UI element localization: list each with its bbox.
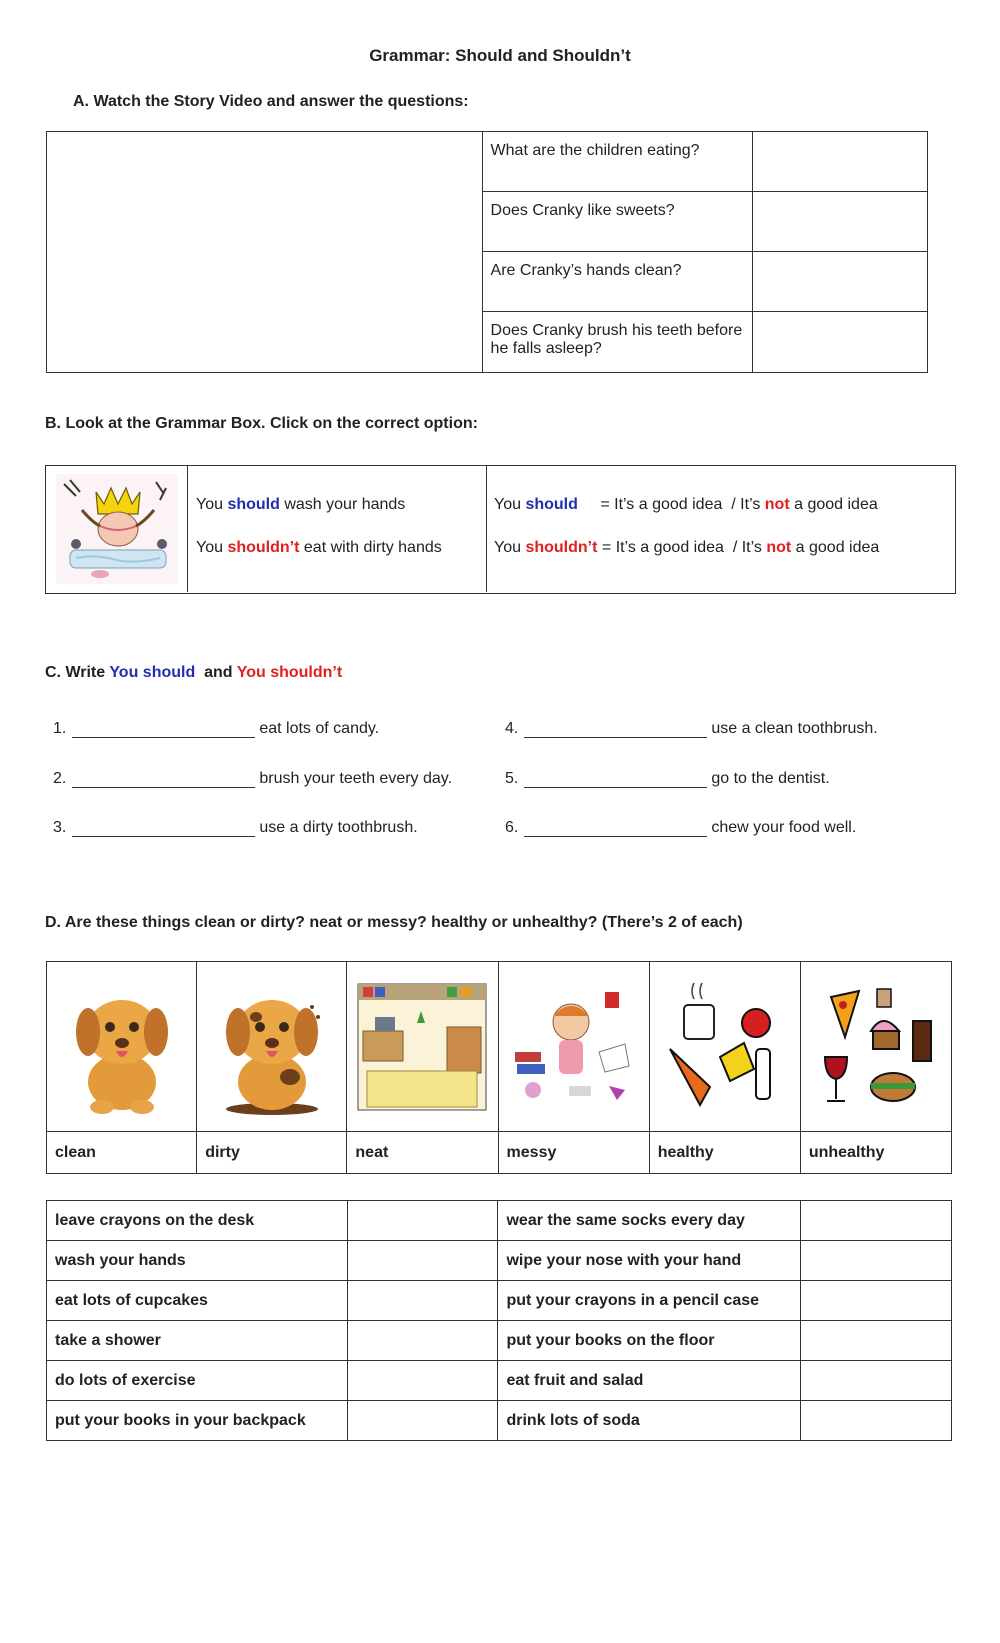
answer-cell[interactable] — [347, 1281, 498, 1321]
table-row — [47, 1321, 952, 1361]
section-a-heading: A. Watch the Story Video and answer the questions: — [73, 93, 469, 110]
shouldnt-word: shouldn’t — [227, 539, 300, 556]
label-healthy: healthy — [657, 1143, 714, 1161]
picture-cell — [347, 962, 498, 1132]
page-title: Grammar: Should and Shouldn’t — [369, 46, 631, 65]
item-text: put your books on the floor — [506, 1331, 715, 1349]
label-cell — [498, 1132, 649, 1174]
item-number: 2. — [53, 770, 67, 787]
section-a-table — [46, 131, 928, 373]
answer-cell[interactable] — [347, 1321, 498, 1361]
question-cell — [482, 312, 753, 373]
item-text: brush your teeth every day. — [259, 770, 453, 787]
item-text: wear the same socks every day — [506, 1211, 745, 1229]
a-good-idea-text: a good idea — [794, 496, 878, 513]
answer-cell[interactable] — [801, 1281, 952, 1321]
exercise-item — [53, 819, 418, 837]
neat-room-image — [357, 983, 487, 1111]
item-text: wash your hands — [55, 1251, 186, 1269]
should-word: should — [525, 496, 578, 513]
answer-cell[interactable] — [347, 1401, 498, 1441]
you-text: You — [196, 496, 223, 513]
exercise-item — [505, 720, 878, 738]
item-text: drink lots of soda — [506, 1411, 640, 1429]
section-d-heading: D. Are these things clean or dirty? neat or messy? healthy or unhealthy? (There’s 2 of each) — [45, 914, 743, 931]
equals-sign: = — [601, 539, 612, 556]
label-neat: neat — [355, 1143, 389, 1161]
answer-cell[interactable] — [753, 132, 928, 192]
picture-cell — [649, 962, 800, 1132]
clean-puppy-image — [62, 977, 182, 1117]
you-text: You — [494, 539, 521, 556]
example-should — [196, 496, 405, 514]
item-cell — [47, 1281, 348, 1321]
item-text: use a dirty toothbrush. — [259, 819, 418, 836]
label-cell — [800, 1132, 951, 1174]
question-text: Does Cranky like sweets? — [490, 202, 675, 219]
answer-cell[interactable] — [347, 1241, 498, 1281]
question-text: What are the children eating? — [490, 142, 700, 159]
table-row — [47, 1361, 952, 1401]
heading-should: You should — [109, 664, 196, 681]
answer-cell[interactable] — [801, 1401, 952, 1441]
question-cell — [482, 192, 753, 252]
grammar-box — [45, 465, 956, 594]
table-row — [47, 1401, 952, 1441]
item-cell — [47, 1401, 348, 1441]
item-cell — [498, 1241, 801, 1281]
item-cell — [47, 1361, 348, 1401]
item-number: 4. — [505, 720, 519, 737]
answer-cell[interactable] — [801, 1241, 952, 1281]
label-cell — [347, 1132, 498, 1174]
picture-cell — [498, 962, 649, 1132]
picture-cell — [47, 962, 197, 1132]
item-text: eat lots of candy. — [259, 720, 380, 737]
answer-cell[interactable] — [753, 312, 928, 373]
exercise-item — [505, 819, 856, 837]
item-cell — [498, 1201, 801, 1241]
cranky-picture-cell — [46, 466, 188, 592]
label-cell — [197, 1132, 347, 1174]
messy-room-image — [509, 982, 639, 1112]
table-row — [47, 1201, 952, 1241]
you-text: You — [196, 539, 223, 556]
answer-blank[interactable] — [72, 820, 255, 837]
slash: / — [732, 539, 738, 556]
section-c-heading — [45, 664, 342, 682]
table-row — [47, 1241, 952, 1281]
option-not-good-idea[interactable] — [740, 496, 878, 513]
not-word: not — [764, 496, 790, 513]
example-text: wash your hands — [284, 496, 406, 513]
question-text: Are Cranky’s hands clean? — [490, 262, 682, 279]
item-number: 3. — [53, 819, 67, 836]
section-b-heading: B. Look at the Grammar Box. Click on the correct option: — [45, 415, 478, 432]
dirty-puppy-image — [212, 977, 332, 1117]
exercise-item — [53, 720, 379, 738]
item-text: chew your food well. — [711, 819, 857, 836]
item-cell — [498, 1321, 801, 1361]
item-text: eat fruit and salad — [506, 1371, 644, 1389]
picture-cell — [197, 962, 347, 1132]
answer-blank[interactable] — [72, 771, 255, 788]
item-text: do lots of exercise — [55, 1371, 196, 1389]
label-cell — [47, 1132, 197, 1174]
item-cell — [498, 1361, 801, 1401]
item-number: 6. — [505, 819, 519, 836]
answer-blank[interactable] — [72, 721, 255, 738]
option-good-idea[interactable]: It’s a good idea — [615, 539, 724, 556]
divider — [486, 466, 487, 592]
its-text: It’s — [740, 496, 761, 513]
item-text: eat lots of cupcakes — [55, 1291, 208, 1309]
exercise-item — [53, 770, 452, 788]
item-text: take a shower — [55, 1331, 161, 1349]
heading-shouldnt: You shouldn’t — [236, 664, 343, 681]
item-text: wipe your nose with your hand — [506, 1251, 742, 1269]
question-cell — [482, 252, 753, 312]
answer-blank[interactable] — [524, 820, 707, 837]
question-text: Does Cranky brush his teeth before he falls asleep? — [490, 322, 743, 357]
should-word: should — [227, 496, 280, 513]
slash: / — [731, 496, 736, 513]
item-cell — [47, 1201, 348, 1241]
its-text: It’s — [741, 539, 762, 556]
heading-prefix: C. Write — [45, 664, 106, 681]
answer-cell[interactable] — [347, 1201, 498, 1241]
shouldnt-word: shouldn’t — [525, 539, 598, 556]
item-cell — [47, 1241, 348, 1281]
example-shouldnt — [196, 539, 442, 557]
label-messy: messy — [506, 1143, 557, 1161]
you-text: You — [494, 496, 521, 513]
label-clean: clean — [55, 1143, 96, 1161]
unhealthy-food-image — [811, 977, 941, 1117]
exercise-item — [505, 770, 830, 788]
label-dirty: dirty — [205, 1143, 240, 1161]
question-cell — [482, 132, 753, 192]
video-area[interactable] — [47, 132, 483, 373]
answer-cell[interactable] — [801, 1321, 952, 1361]
sort-table — [46, 1200, 952, 1441]
item-text: put your crayons in a pencil case — [506, 1291, 760, 1309]
item-cell — [498, 1281, 801, 1321]
answer-cell[interactable] — [801, 1201, 952, 1241]
label-cell — [649, 1132, 800, 1174]
heading-and: and — [204, 664, 233, 681]
answer-cell[interactable] — [753, 192, 928, 252]
option-not-good-idea[interactable] — [742, 539, 880, 556]
item-cell — [498, 1401, 801, 1441]
item-text: use a clean toothbrush. — [711, 720, 878, 737]
cranky-washing-image — [56, 474, 178, 584]
item-number: 1. — [53, 720, 67, 737]
not-word: not — [766, 539, 792, 556]
answer-blank[interactable] — [524, 771, 707, 788]
answer-blank[interactable] — [524, 721, 707, 738]
option-good-idea[interactable]: It’s a good idea — [614, 496, 723, 513]
item-text: put your books in your backpack — [55, 1411, 306, 1429]
example-text: eat with dirty hands — [303, 539, 442, 556]
item-cell — [47, 1321, 348, 1361]
equals-sign: = — [600, 496, 610, 513]
answer-cell[interactable] — [753, 252, 928, 312]
option-row-should — [494, 496, 878, 514]
healthy-food-image — [660, 977, 790, 1117]
item-number: 5. — [505, 770, 519, 787]
item-text: leave crayons on the desk — [55, 1211, 255, 1229]
answer-cell[interactable] — [801, 1361, 952, 1401]
picture-table — [46, 961, 952, 1174]
answer-cell[interactable] — [347, 1361, 498, 1401]
label-unhealthy: unhealthy — [808, 1143, 885, 1161]
picture-cell — [800, 962, 951, 1132]
item-text: go to the dentist. — [711, 770, 830, 787]
a-good-idea-text: a good idea — [795, 539, 880, 556]
option-row-shouldnt — [494, 539, 879, 557]
table-row — [47, 1281, 952, 1321]
